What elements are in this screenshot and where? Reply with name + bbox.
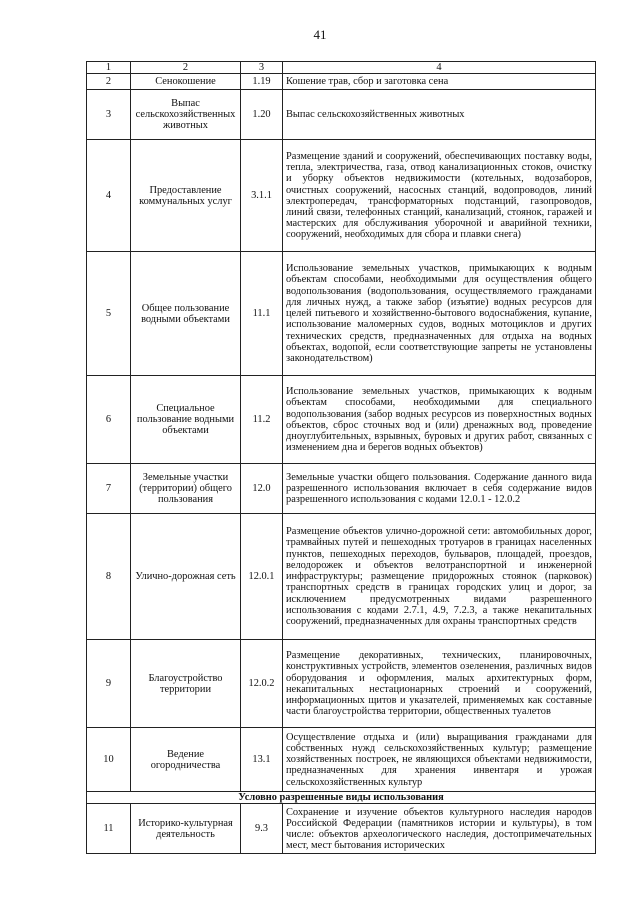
- row-code: 13.1: [241, 728, 283, 792]
- row-code: 12.0.1: [241, 514, 283, 640]
- row-number: 2: [87, 74, 131, 90]
- row-number: 10: [87, 728, 131, 792]
- table-row: [87, 376, 596, 464]
- row-description: Осуществление отдыха и (или) выращивания гражданами для собственных нужд сельскохозяйственных культур; размещение хозяйственных построек, не являющихся объектами недвижимости, предназначенных для хранения инвентаря и урожая сельскохозяйственных культур: [283, 728, 596, 792]
- row-description: Кошение трав, сбор и заготовка сена: [283, 74, 596, 90]
- row-number: 6: [87, 376, 131, 464]
- row-description: Выпас сельскохозяйственных животных: [283, 90, 596, 140]
- row-number: 5: [87, 252, 131, 376]
- row-description: Земельные участки общего пользования. Содержание данного вида разрешенного использования включает в себя содержание видов разрешенного использования с кодами 12.0.1 - 12.0.2: [283, 464, 596, 514]
- section-title: Условно разрешенные виды использования: [87, 792, 596, 804]
- row-name: Земельные участки (территории) общего пользования: [131, 464, 241, 514]
- row-number: 11: [87, 804, 131, 854]
- table-row: [87, 514, 596, 640]
- table-row: [87, 252, 596, 376]
- row-code: 12.0.2: [241, 640, 283, 728]
- row-code: 9.3: [241, 804, 283, 854]
- row-code: 3.1.1: [241, 140, 283, 252]
- row-code: 12.0: [241, 464, 283, 514]
- section-row: [87, 792, 596, 804]
- row-description: Сохранение и изучение объектов культурного наследия народов Российской Федерации (памятников истории и культуры), в том числе: объектов археологического наследия, достопримечательных мест, мест бытования исторических: [283, 804, 596, 854]
- table-row: [87, 804, 596, 854]
- row-number: 4: [87, 140, 131, 252]
- row-name: Выпас сельскохозяйственных животных: [131, 90, 241, 140]
- header-cell-num: 1: [87, 62, 131, 74]
- row-name: Общее пользование водными объектами: [131, 252, 241, 376]
- header-cell-name: 2: [131, 62, 241, 74]
- row-number: 8: [87, 514, 131, 640]
- row-description: Размещение объектов улично-дорожной сети: автомобильных дорог, трамвайных путей и пешеходных тротуаров в границах населенных пунктов, пешеходных переходов, бульваров, площадей, проездов, велодорожек и объектов велотранспортной и инженерной инфраструктуры; размещение придорожных стоянок (парковок) транспортных средств в границах городских улиц и дорог, за исключением предусмотренных видами разрешенного использования с кодами 2.7.1, 4.9, 7.2.3, а также некапитальных сооружений, предназначенных для охраны транспортных средств: [283, 514, 596, 640]
- row-name: Сенокошение: [131, 74, 241, 90]
- row-number: 3: [87, 90, 131, 140]
- page-number: 41: [313, 27, 327, 42]
- land-use-table: [86, 61, 596, 854]
- row-number: 9: [87, 640, 131, 728]
- row-name: Ведение огородничества: [131, 728, 241, 792]
- table-row: [87, 464, 596, 514]
- row-description: Использование земельных участков, примыкающих к водным объектам способами, необходимыми для специального водопользования (забор водных ресурсов из поверхностных водных объектов, сброс сточных вод и (или) дренажных вод, проведение дноуглубительных, взрывных, буровых и других работ, связанных с изменением дна и берегов водных объектов): [283, 376, 596, 464]
- row-name: Улично-дорожная сеть: [131, 514, 241, 640]
- row-description: Размещение зданий и сооружений, обеспечивающих поставку воды, тепла, электричества, газа, отвод канализационных стоков, очистку и уборку объектов недвижимости (котельных, водозаборов, очистных сооружений, насосных станций, водопроводов, линий электропередач, трансформаторных подстанций, газопроводов, линий связи, телефонных станций, канализаций, стоянок, гаражей и мастерских для обслуживания уборочной и аварийной техники, сооружений, необходимых для сбора и плавки снега): [283, 140, 596, 252]
- row-name: Предоставление коммунальных услуг: [131, 140, 241, 252]
- row-number: 7: [87, 464, 131, 514]
- table-row: [87, 728, 596, 792]
- table-row: [87, 640, 596, 728]
- row-name: Историко-культурная деятельность: [131, 804, 241, 854]
- table-row: [87, 90, 596, 140]
- row-code: 1.19: [241, 74, 283, 90]
- row-code: 11.2: [241, 376, 283, 464]
- header-cell-code: 3: [241, 62, 283, 74]
- row-description: Использование земельных участков, примыкающих к водным объектам способами, необходимыми для осуществления общего водопользования (водопользования, осуществляемого гражданами для личных нужд, а также забор (изъятие) водных ресурсов для целей питьевого и хозяйственно-бытового водоснабжения, купание, использование маломерных судов, водных мотоциклов и других технических средств, предназначенных для отдыха на водных объектах, водопой, если соответствующие запреты не установлены законодательством): [283, 252, 596, 376]
- table-row: [87, 140, 596, 252]
- row-code: 11.1: [241, 252, 283, 376]
- header-cell-desc: 4: [283, 62, 596, 74]
- row-name: Благоустройство территории: [131, 640, 241, 728]
- header-row: [87, 62, 596, 74]
- row-code: 1.20: [241, 90, 283, 140]
- row-description: Размещение декоративных, технических, планировочных, конструктивных устройств, элементов озеленения, различных видов оборудования и оформления, малых архитектурных форм, некапитальных нестационарных строений и сооружений, информационных щитов и указателей, применяемых как составные части благоустройства территории, общественных туалетов: [283, 640, 596, 728]
- row-name: Специальное пользование водными объектами: [131, 376, 241, 464]
- table-row: [87, 74, 596, 90]
